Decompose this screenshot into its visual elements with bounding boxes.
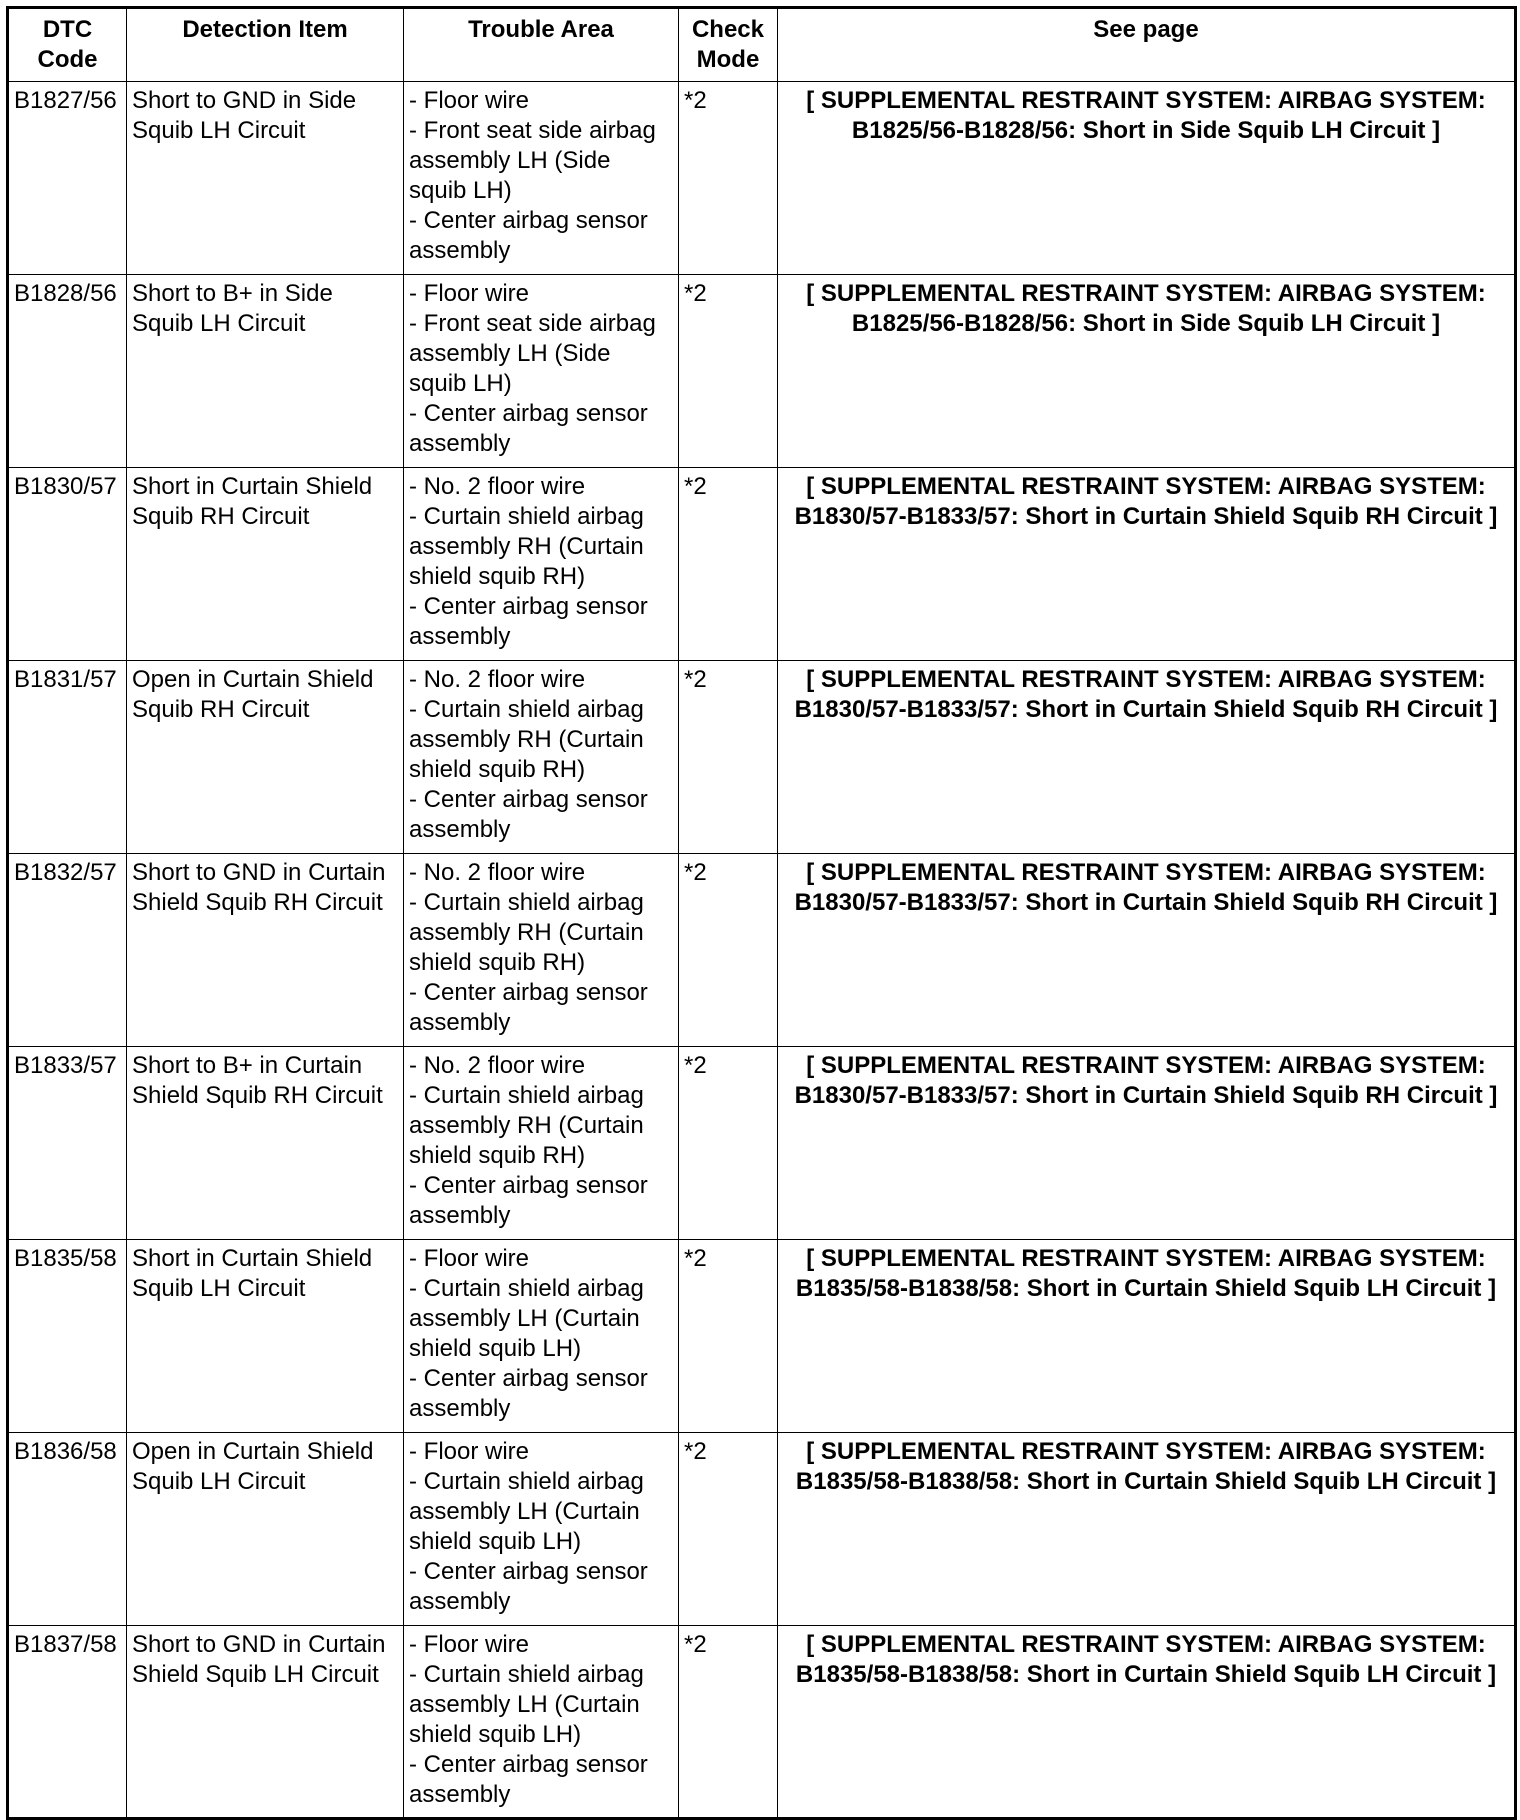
see-page-link[interactable]: [ SUPPLEMENTAL RESTRAINT SYSTEM: AIRBAG SYSTEM: B1835/58-B1838/58: Short in Curtain Shield Squib LH Circuit ] (778, 1626, 1516, 1819)
trouble-area-line: - Front seat side airbag (409, 310, 656, 337)
see-page-link[interactable]: [ SUPPLEMENTAL RESTRAINT SYSTEM: AIRBAG SYSTEM: B1830/57-B1833/57: Short in Curtain Shield Squib RH Circuit ] (778, 661, 1516, 854)
see-page-link[interactable]: [ SUPPLEMENTAL RESTRAINT SYSTEM: AIRBAG SYSTEM: B1835/58-B1838/58: Short in Curtain Shield Squib LH Circuit ] (778, 1240, 1516, 1433)
trouble-area-line: shield squib LH) (409, 1528, 582, 1555)
trouble-area-cell (404, 854, 679, 1047)
table-row (8, 854, 1516, 1047)
trouble-area-line: assembly (409, 1395, 511, 1422)
detection-item-cell: Short in Curtain Shield Squib RH Circuit (127, 468, 404, 661)
trouble-area-line: assembly (409, 816, 511, 843)
trouble-area-line: - Floor wire (409, 1631, 530, 1658)
trouble-area-line: squib LH) (409, 177, 512, 204)
table-row (8, 1240, 1516, 1433)
trouble-area-cell (404, 275, 679, 468)
see-page-link[interactable]: [ SUPPLEMENTAL RESTRAINT SYSTEM: AIRBAG SYSTEM: B1825/56-B1828/56: Short in Side Squib LH Circuit ] (778, 82, 1516, 275)
see-page-link[interactable]: [ SUPPLEMENTAL RESTRAINT SYSTEM: AIRBAG SYSTEM: B1830/57-B1833/57: Short in Curtain Shield Squib RH Circuit ] (778, 1047, 1516, 1240)
trouble-area-line: shield squib RH) (409, 756, 586, 783)
trouble-area-line: assembly RH (Curtain (409, 919, 644, 946)
table-header (8, 8, 1516, 82)
check-mode-cell: *2 (679, 82, 778, 275)
trouble-area-line: - Floor wire (409, 1438, 530, 1465)
trouble-area-line: shield squib LH) (409, 1721, 582, 1748)
trouble-area-cell (404, 1626, 679, 1819)
trouble-area-line: - Center airbag sensor (409, 400, 648, 427)
table-row (8, 468, 1516, 661)
trouble-area-line: assembly (409, 1781, 511, 1808)
trouble-area-line: - Center airbag sensor (409, 1172, 648, 1199)
trouble-area-line: - Curtain shield airbag (409, 1275, 644, 1302)
check-mode-cell: *2 (679, 1626, 778, 1819)
header-check-mode: Check Mode (679, 8, 778, 82)
trouble-area-line: - No. 2 floor wire (409, 666, 586, 693)
header-trouble-area: Trouble Area (404, 8, 679, 82)
header-detection-item: Detection Item (127, 8, 404, 82)
header-dtc-code: DTC Code (8, 8, 127, 82)
trouble-area-line: assembly RH (Curtain (409, 1112, 644, 1139)
check-mode-cell: *2 (679, 275, 778, 468)
trouble-area-line: assembly (409, 237, 511, 264)
trouble-area-line: assembly LH (Curtain (409, 1691, 640, 1718)
trouble-area-line: assembly RH (Curtain (409, 726, 644, 753)
dtc-code-cell: B1833/57 (8, 1047, 127, 1240)
check-mode-cell: *2 (679, 1240, 778, 1433)
check-mode-cell: *2 (679, 1047, 778, 1240)
trouble-area-cell (404, 468, 679, 661)
trouble-area-line: assembly RH (Curtain (409, 533, 644, 560)
see-page-link[interactable]: [ SUPPLEMENTAL RESTRAINT SYSTEM: AIRBAG SYSTEM: B1835/58-B1838/58: Short in Curtain Shield Squib LH Circuit ] (778, 1433, 1516, 1626)
check-mode-cell: *2 (679, 1433, 778, 1626)
trouble-area-line: shield squib RH) (409, 563, 586, 590)
dtc-code-cell: B1827/56 (8, 82, 127, 275)
trouble-area-line: - No. 2 floor wire (409, 1052, 586, 1079)
trouble-area-line: assembly (409, 430, 511, 457)
dtc-code-cell: B1837/58 (8, 1626, 127, 1819)
trouble-area-line: assembly (409, 1588, 511, 1615)
trouble-area-line: - Curtain shield airbag (409, 503, 644, 530)
trouble-area-line: - Center airbag sensor (409, 207, 648, 234)
table-row (8, 275, 1516, 468)
trouble-area-line: shield squib LH) (409, 1335, 582, 1362)
detection-item-cell: Short to GND in Curtain Shield Squib RH Circuit (127, 854, 404, 1047)
trouble-area-line: - No. 2 floor wire (409, 473, 586, 500)
trouble-area-line: - Center airbag sensor (409, 1365, 648, 1392)
dtc-code-cell: B1835/58 (8, 1240, 127, 1433)
trouble-area-cell (404, 1433, 679, 1626)
dtc-code-cell: B1831/57 (8, 661, 127, 854)
check-mode-cell: *2 (679, 854, 778, 1047)
trouble-area-line: shield squib RH) (409, 949, 586, 976)
detection-item-cell: Short to B+ in Curtain Shield Squib RH Circuit (127, 1047, 404, 1240)
table-row (8, 1433, 1516, 1626)
dtc-table (6, 6, 1517, 1820)
dtc-code-cell: B1836/58 (8, 1433, 127, 1626)
check-mode-cell: *2 (679, 661, 778, 854)
detection-item-cell: Short to GND in Side Squib LH Circuit (127, 82, 404, 275)
trouble-area-line: - Curtain shield airbag (409, 1661, 644, 1688)
detection-item-cell: Short in Curtain Shield Squib LH Circuit (127, 1240, 404, 1433)
trouble-area-line: assembly LH (Side (409, 340, 611, 367)
detection-item-cell: Open in Curtain Shield Squib RH Circuit (127, 661, 404, 854)
dtc-code-cell: B1832/57 (8, 854, 127, 1047)
trouble-area-line: - Front seat side airbag (409, 117, 656, 144)
check-mode-cell: *2 (679, 468, 778, 661)
detection-item-cell: Short to GND in Curtain Shield Squib LH Circuit (127, 1626, 404, 1819)
detection-item-cell: Short to B+ in Side Squib LH Circuit (127, 275, 404, 468)
see-page-link[interactable]: [ SUPPLEMENTAL RESTRAINT SYSTEM: AIRBAG SYSTEM: B1825/56-B1828/56: Short in Side Squib LH Circuit ] (778, 275, 1516, 468)
trouble-area-line: assembly (409, 623, 511, 650)
trouble-area-line: - Curtain shield airbag (409, 1082, 644, 1109)
table-row (8, 1626, 1516, 1819)
trouble-area-line: - Floor wire (409, 1245, 530, 1272)
trouble-area-line: - Floor wire (409, 280, 530, 307)
trouble-area-line: assembly LH (Curtain (409, 1305, 640, 1332)
trouble-area-line: - Center airbag sensor (409, 786, 648, 813)
trouble-area-cell (404, 661, 679, 854)
trouble-area-line: assembly (409, 1009, 511, 1036)
trouble-area-line: assembly LH (Side (409, 147, 611, 174)
table-row (8, 82, 1516, 275)
table-row (8, 661, 1516, 854)
table-body (8, 82, 1516, 1819)
dtc-code-cell: B1828/56 (8, 275, 127, 468)
trouble-area-line: - Center airbag sensor (409, 1558, 648, 1585)
trouble-area-cell (404, 1047, 679, 1240)
header-see-page: See page (778, 8, 1516, 82)
trouble-area-line: assembly LH (Curtain (409, 1498, 640, 1525)
see-page-link[interactable]: [ SUPPLEMENTAL RESTRAINT SYSTEM: AIRBAG SYSTEM: B1830/57-B1833/57: Short in Curtain Shield Squib RH Circuit ] (778, 854, 1516, 1047)
trouble-area-line: - Center airbag sensor (409, 1751, 648, 1778)
trouble-area-cell (404, 1240, 679, 1433)
trouble-area-line: - Center airbag sensor (409, 979, 648, 1006)
trouble-area-cell (404, 82, 679, 275)
trouble-area-line: - Floor wire (409, 87, 530, 114)
dtc-code-cell: B1830/57 (8, 468, 127, 661)
trouble-area-line: - Curtain shield airbag (409, 889, 644, 916)
detection-item-cell: Open in Curtain Shield Squib LH Circuit (127, 1433, 404, 1626)
trouble-area-line: - No. 2 floor wire (409, 859, 586, 886)
see-page-link[interactable]: [ SUPPLEMENTAL RESTRAINT SYSTEM: AIRBAG SYSTEM: B1830/57-B1833/57: Short in Curtain Shield Squib RH Circuit ] (778, 468, 1516, 661)
trouble-area-line: shield squib RH) (409, 1142, 586, 1169)
trouble-area-line: assembly (409, 1202, 511, 1229)
table-row (8, 1047, 1516, 1240)
trouble-area-line: squib LH) (409, 370, 512, 397)
trouble-area-line: - Curtain shield airbag (409, 1468, 644, 1495)
trouble-area-line: - Center airbag sensor (409, 593, 648, 620)
trouble-area-line: - Curtain shield airbag (409, 696, 644, 723)
